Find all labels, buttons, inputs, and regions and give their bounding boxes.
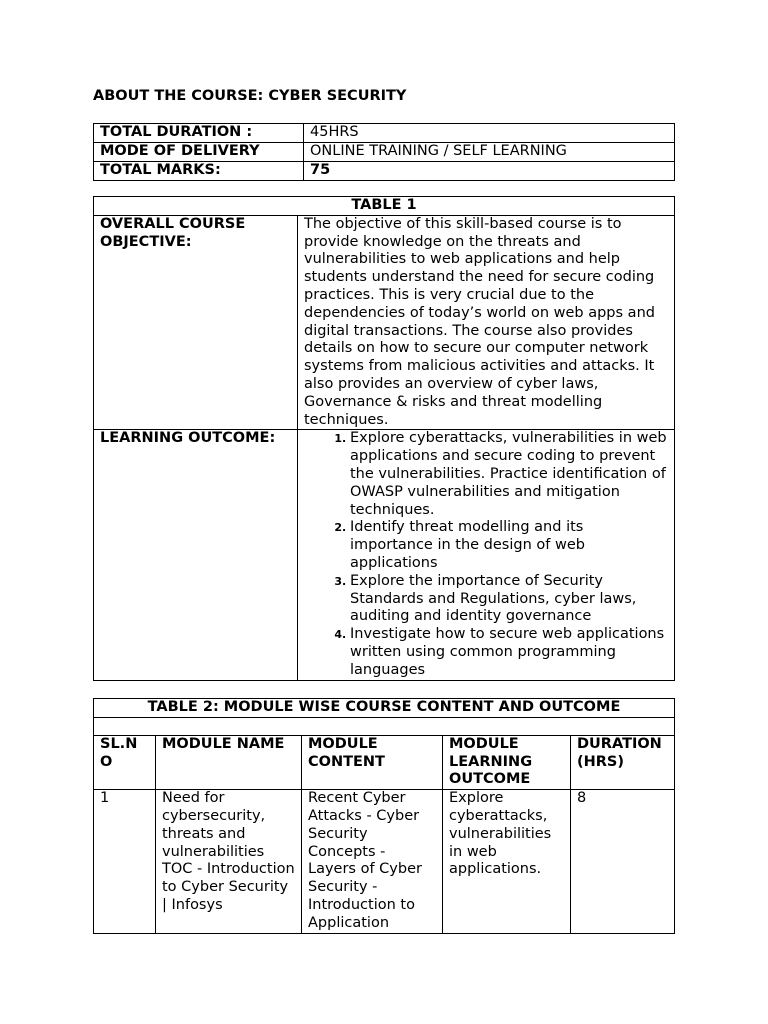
objective-text: The objective of this skill-based course is to provide knowledge on the threats and vulnerabilities to web applications and help students understand the need for secure coding practices. This is very crucial due to the dependencies of today’s world on web apps and digital transactions. The course also provides details on how to secure our computer network systems from malicious activities and attacks. It also provides an overview of cyber laws, Governance & risks and threat modelling techniques.	[298, 215, 675, 430]
table-row	[94, 790, 675, 933]
outcome-list	[304, 430, 668, 679]
outcome-label: LEARNING OUTCOME:	[94, 430, 298, 680]
table-row	[94, 143, 675, 162]
outcome-list-cell	[298, 430, 675, 680]
outcome-item: 1. Explore cyberattacks, vulnerabilities in web applications and secure coding to prevent the vulnerabilities. Practice identification of OWASP vulnerabilities and mitigation techniques.	[350, 430, 668, 519]
column-header: MODULE CONTENT	[302, 735, 443, 789]
outcome-item: 2. Identify threat modelling and its importance in the design of web applications	[350, 519, 668, 572]
course-objective-table	[93, 196, 675, 681]
table-row	[94, 430, 675, 680]
delivery-label: MODE OF DELIVERY	[94, 143, 304, 162]
outcome-item: 4. Investigate how to secure web applications written using common programming languages	[350, 626, 668, 679]
objective-label: OVERALL COURSE OBJECTIVE:	[94, 215, 298, 430]
column-header-row	[94, 735, 675, 789]
module-name-cell: Need for cybersecurity, threats and vulnerabilities TOC - Introduction to Cyber Security | Infosys	[156, 790, 302, 933]
module-outcome-cell: Explore cyberattacks, vulnerabilities in web applications.	[443, 790, 571, 933]
table1-heading: TABLE 1	[94, 197, 675, 216]
table-row	[94, 717, 675, 735]
outcome-item: 3. Explore the importance of Security Standards and Regulations, cyber laws, auditing and identity governance	[350, 573, 668, 626]
module-content-cell: Recent Cyber Attacks - Cyber Security Concepts - Layers of Cyber Security - Introduction to Application	[302, 790, 443, 933]
table2-heading: TABLE 2: MODULE WISE COURSE CONTENT AND OUTCOME	[94, 699, 675, 718]
column-header: DURATION (HRS)	[571, 735, 675, 789]
duration-value: 45HRS	[304, 124, 675, 143]
table-row	[94, 162, 675, 181]
duration-cell: 8	[571, 790, 675, 933]
column-header: MODULE NAME	[156, 735, 302, 789]
duration-label: TOTAL DURATION :	[94, 124, 304, 143]
table-row	[94, 699, 675, 718]
table-row	[94, 215, 675, 430]
marks-value: 75	[304, 162, 675, 181]
table-row	[94, 124, 675, 143]
course-summary-table	[93, 123, 675, 181]
delivery-value: ONLINE TRAINING / SELF LEARNING	[304, 143, 675, 162]
sl-no-cell: 1	[94, 790, 156, 933]
module-content-table	[93, 698, 675, 934]
page-title: ABOUT THE COURSE: CYBER SECURITY	[93, 88, 407, 104]
marks-label: TOTAL MARKS:	[94, 162, 304, 181]
table-row	[94, 197, 675, 216]
blank-row	[94, 717, 675, 735]
column-header: SL.NO	[94, 735, 156, 789]
column-header: MODULE LEARNING OUTCOME	[443, 735, 571, 789]
